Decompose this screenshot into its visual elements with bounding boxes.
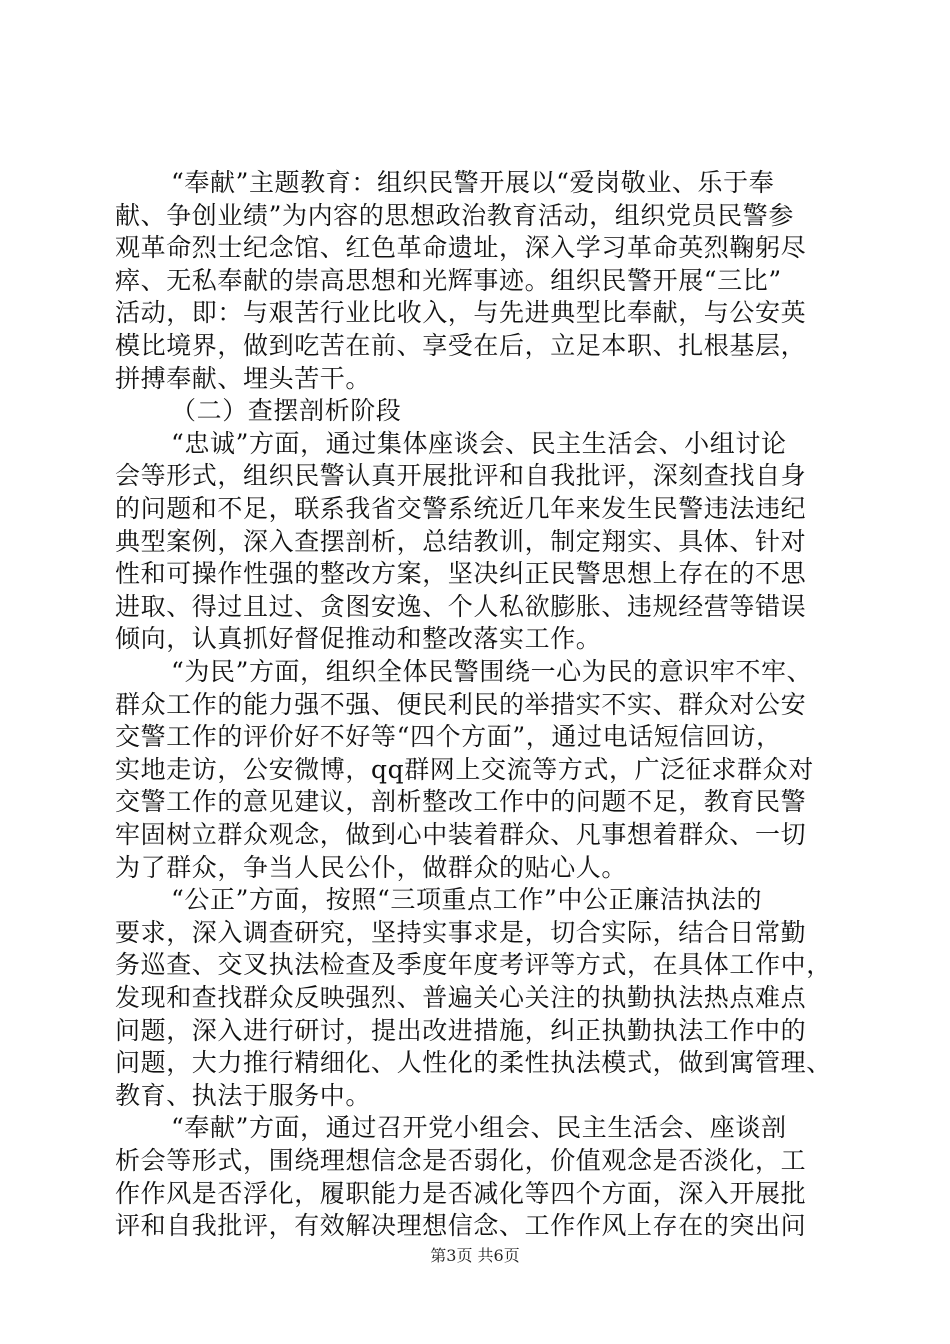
text-line: 问题，大力推行精细化、人性化的柔性执法模式，做到寓管理、 <box>115 1048 832 1077</box>
text-line: 拼搏奉献、埋头苦干。 <box>115 364 372 393</box>
text-line: “奉献”方面，通过召开党小组会、民主生活会、座谈剖 <box>171 1113 787 1142</box>
text-line: 务巡查、交叉执法检查及季度年度考评等方式，在具体工作中， <box>115 950 832 979</box>
text-line: 性和可操作性强的整改方案，坚决纠正民警思想上存在的不思 <box>115 559 807 588</box>
text-line: 献、争创业绩”为内容的思想政治教育活动，组织党员民警参 <box>115 201 794 230</box>
text-line: 瘁、无私奉献的崇高思想和光辉事迹。组织民警开展“三比” <box>115 266 782 295</box>
text-line: “奉献”主题教育：组织民警开展以“爱岗敬业、乐于奉 <box>171 168 775 197</box>
text-line: 活动，即：与艰苦行业比收入，与先进典型比奉献，与公安英 <box>115 298 807 327</box>
text-line: 实地走访，公安微博，qq群网上交流等方式，广泛征求群众对 <box>115 755 814 784</box>
text-line: 作作风是否浮化，履职能力是否减化等四个方面，深入开展批 <box>115 1179 807 1208</box>
text-line: 交警工作的意见建议，剖析整改工作中的问题不足，教育民警 <box>115 787 807 816</box>
text-line: 问题，深入进行研讨，提出改进措施，纠正执勤执法工作中的 <box>115 1016 807 1045</box>
text-line: “忠诚”方面，通过集体座谈会、民主生活会、小组讨论 <box>171 429 787 458</box>
text-line: 牢固树立群众观念，做到心中装着群众、凡事想着群众、一切 <box>115 820 807 849</box>
text-line: 观革命烈士纪念馆、红色革命遗址，深入学习革命英烈鞠躬尽 <box>115 233 807 262</box>
text-line: 要求，深入调查研究，坚持实事求是，切合实际，结合日常勤 <box>115 918 807 947</box>
text-line: 倾向，认真抓好督促推动和整改落实工作。 <box>115 624 602 653</box>
page-number-footer: 第3页 共6页 <box>430 1246 520 1265</box>
text-line: 典型案例，深入查摆剖析，总结教训，制定翔实、具体、针对 <box>115 527 807 556</box>
text-line: 发现和查找群众反映强烈、普遍关心关注的执勤执法热点难点 <box>115 983 807 1012</box>
text-line: 教育、执法于服务中。 <box>115 1081 372 1110</box>
text-line: 评和自我批评，有效解决理想信念、工作作风上存在的突出问 <box>115 1211 807 1240</box>
text-line: 模比境界，做到吃苦在前、享受在后，立足本职、扎根基层， <box>115 331 807 360</box>
text-line: 为了群众，争当人民公仆，做群众的贴心人。 <box>115 853 628 882</box>
text-line: 析会等形式，围绕理想信念是否弱化，价值观念是否淡化，工 <box>115 1146 807 1175</box>
section-heading: （二）查摆剖析阶段 <box>171 396 402 425</box>
text-line: 会等形式，组织民警认真开展批评和自我批评，深刻查找自身 <box>115 461 807 490</box>
text-line: 进取、得过且过、贪图安逸、个人私欲膨胀、违规经营等错误 <box>115 592 807 621</box>
text-line: 的问题和不足，联系我省交警系统近几年来发生民警违法违纪 <box>115 494 807 523</box>
text-line: “公正”方面，按照“三项重点工作”中公正廉洁执法的 <box>171 885 763 914</box>
text-line: 群众工作的能力强不强、便民利民的举措实不实、群众对公安 <box>115 690 807 719</box>
text-line: 交警工作的评价好不好等“四个方面”，通过电话短信回访， <box>115 722 782 751</box>
text-line: “为民”方面，组织全体民警围绕一心为民的意识牢不牢、 <box>171 657 813 686</box>
